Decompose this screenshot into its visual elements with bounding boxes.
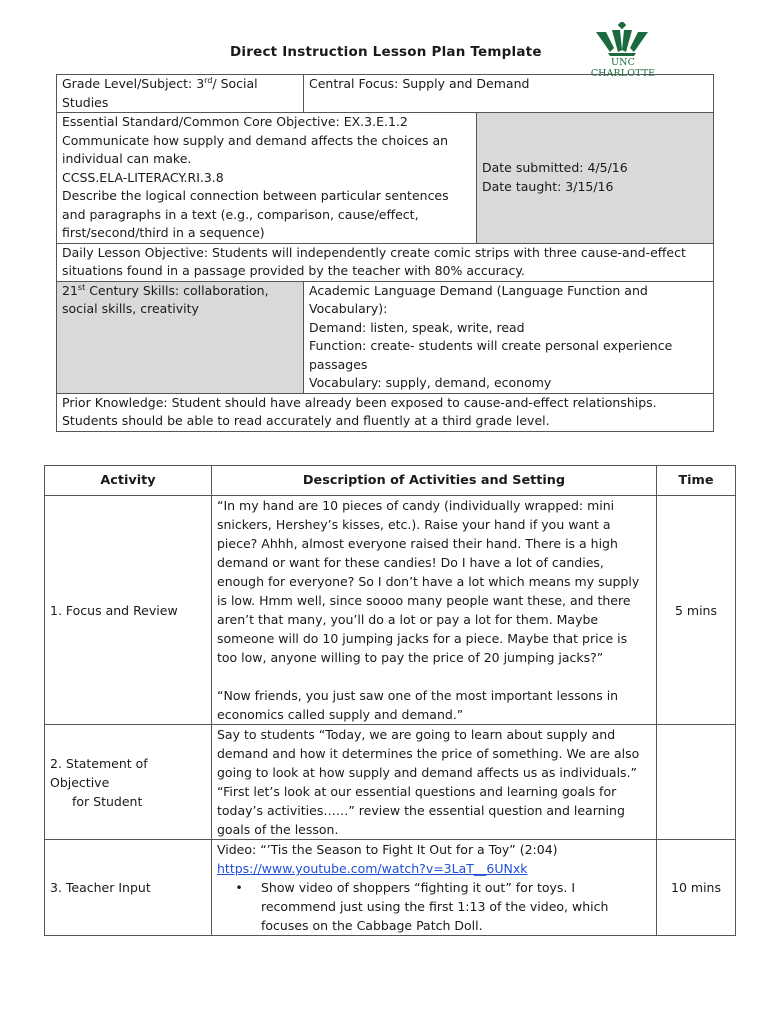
activity-name-line: for Student	[72, 793, 143, 809]
date-taught: Date taught: 3/15/16	[482, 178, 614, 194]
academic-line: Academic Language Demand (Language Function and Vocabulary):	[309, 282, 648, 316]
description-paragraph: “Now friends, you just saw one of the most important lessons in economics called supply and demand.”	[217, 688, 619, 722]
description-paragraph: Say to students “Today, we are going to learn about supply and demand and how it determines the price of something. We are also going to look at how supply and demand affects us as individuals.”	[217, 727, 640, 780]
table-row	[45, 725, 736, 840]
standard-cell	[57, 113, 477, 244]
activity-name: 1. Focus and Review	[45, 496, 212, 725]
document-title: Direct Instruction Lesson Plan Template	[230, 44, 542, 60]
academic-line: Function: create- students will create personal experience passages	[309, 338, 673, 372]
skills-text: 21	[62, 282, 78, 298]
dates-cell	[477, 113, 714, 244]
prior-knowledge-cell: Prior Knowledge: Student should have already been exposed to cause-and-effect relationships. Students should be able to read accurately and fluently at a third grade level.	[57, 393, 714, 431]
description-header: Description of Activities and Setting	[212, 466, 657, 496]
grade-superscript: rd	[204, 75, 213, 85]
activity-header: Activity	[45, 466, 212, 496]
academic-line: Vocabulary: supply, demand, economy	[309, 375, 552, 390]
standard-line: Essential Standard/Common Core Objective: EX.3.E.1.2	[62, 114, 408, 129]
crown-logo-icon	[590, 22, 654, 56]
grade-subject-cell	[57, 75, 304, 113]
standard-line: Describe the logical connection between particular sentences and paragraphs in a text (e.g., comparison, cause/effect, first/second/third in a sequence)	[62, 188, 449, 240]
logo-text: UNC CHARLOTTE	[590, 57, 656, 79]
bullet-icon: •	[235, 880, 243, 895]
activity-description	[212, 840, 657, 936]
grade-subject-text: Grade Level/Subject: 3	[62, 76, 205, 91]
standard-line: Communicate how supply and demand affects the choices an individual can make.	[62, 132, 449, 166]
skills-text-end: Century Skills: collaboration, social skills, creativity	[62, 282, 269, 316]
activity-name: 3. Teacher Input	[45, 840, 212, 936]
video-link[interactable]: https://www.youtube.com/watch?v=3LaT__6UNxk	[217, 861, 528, 876]
activity-description	[212, 496, 657, 725]
activity-time: 5 mins	[657, 496, 736, 725]
video-title: Video: “’Tis the Season to Fight It Out for a Toy” (2:04)	[217, 842, 558, 857]
grade-subject-text-end: / Social Studies	[62, 76, 258, 110]
bullet-text: Show video of shoppers “fighting it out” for toys. I recommend just using the first 1:13 of the video, which focuses on the Cabbage Patch Doll.	[261, 880, 609, 933]
date-submitted: Date submitted: 4/5/16	[482, 160, 628, 176]
activities-table	[44, 465, 736, 936]
table-row	[45, 840, 736, 936]
activity-name	[45, 725, 212, 840]
description-paragraph: “In my hand are 10 pieces of candy (individually wrapped: mini snickers, Hershey’s kisses, etc.). Raise your hand if you want a piece? Ahhh, almost everyone raised their hand. There is a high demand or want for these candies! Do I have a lot of candies, enough for everyone? So I don’t have a lot which means my supply is low. Hmm well, since soooo many people want these, and there aren’t that many, you’ll do a lot or pay a lot for them. Maybe someone will do 10 jumping jacks for a piece. Maybe that price is too low, anyone willing to pay the price of 20 jumping jacks?”	[217, 498, 640, 665]
table-row	[45, 496, 736, 725]
activity-time	[657, 725, 736, 840]
daily-objective-cell: Daily Lesson Objective: Students will independently create comic strips with three cause-and-effect situations found in a passage provided by the teacher with 80% accuracy.	[57, 243, 714, 281]
activity-description	[212, 725, 657, 840]
description-paragraph: “First let’s look at our essential questions and learning goals for today’s activities……” review the essential question and learning goals of the lesson.	[217, 784, 625, 837]
academic-line: Demand: listen, speak, write, read	[309, 319, 525, 335]
academic-language-cell	[304, 281, 714, 393]
lesson-info-table	[56, 74, 714, 432]
central-focus-cell: Central Focus: Supply and Demand	[304, 75, 714, 113]
time-header: Time	[657, 466, 736, 496]
standard-line: CCSS.ELA-LITERACY.RI.3.8	[62, 169, 224, 185]
skills-superscript: st	[77, 282, 86, 292]
activity-name-line: 2. Statement of Objective	[50, 755, 148, 790]
list-item	[217, 878, 651, 935]
page-header	[0, 0, 768, 79]
activity-time: 10 mins	[657, 840, 736, 936]
century-skills-cell	[57, 281, 304, 393]
unc-charlotte-logo	[582, 22, 662, 79]
